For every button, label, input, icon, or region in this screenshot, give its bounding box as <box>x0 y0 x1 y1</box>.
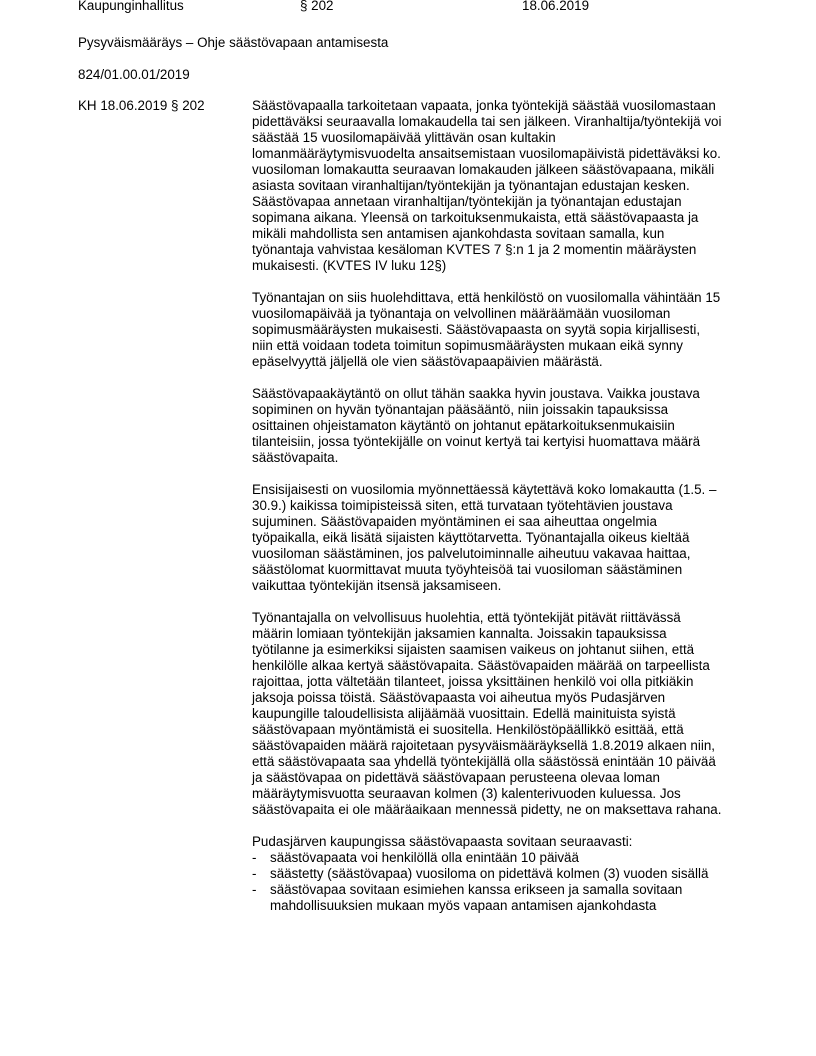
list-intro: Pudasjärven kaupungissa säästövapaasta sovitaan seuraavasti: <box>252 834 633 849</box>
list-item-text: säästövapaata voi henkilöllä olla enintään 10 päivää <box>270 850 579 865</box>
paragraph: Työnantajan on siis huolehdittava, että henkilöstö on vuosilomalla vähintään 15 vuosilomapäivää ja työnantaja on velvollinen määräämään vuosiloman sopimusmääräysten mukaisesti. Säästövapaasta on syytä sopia kirjallisesti, niin että voidaan todeta toimitun sopimusmääräysten mukaan eikä synny epäselvyyttä jäljellä ole vien säästövapaapäivien määrästä. <box>252 290 721 369</box>
list-item <box>252 850 722 866</box>
diary-number: 824/01.00.01/2019 <box>78 67 190 82</box>
list-bullet: - <box>252 866 257 881</box>
header-section-number: § 202 <box>300 0 334 13</box>
list-bullet: - <box>252 882 257 897</box>
list-bullet: - <box>252 850 257 865</box>
header-date: 18.06.2019 <box>522 0 590 13</box>
list-item <box>252 882 722 914</box>
body-text <box>252 98 722 914</box>
list-item <box>252 866 722 882</box>
paragraph: Ensisijaisesti on vuosilomia myönnettäessä käytettävä koko lomakautta (1.5. – 30.9.) kaikissa toimipisteissä siten, että turvataan työtehtävien joustava sujuminen. Säästövapaiden myöntäminen ei saa aiheuttaa ongelmia työpaikalla, eikä lisätä sijaisten käyttötarvetta. Työnantajalla oikeus kieltää vuosiloman säästäminen, jos palvelutoiminnalle aiheutuu vakavaa haittaa, säästölomat kuormittavat muuta työyhteisöä tai vuosiloman säästäminen vaikuttaa työntekijän itsensä jaksamiseen. <box>252 482 717 593</box>
list-item-text: säästetty (säästövapaa) vuosiloma on pidettävä kolmen (3) vuoden sisällä <box>270 866 709 881</box>
meeting-reference: KH 18.06.2019 § 202 <box>78 98 205 113</box>
paragraph: Työnantajalla on velvollisuus huolehtia, että työntekijät pitävät riittävässä määrin lomiaan työntekijän jaksamien kannalta. Joissakin tapauksissa työtilanne ja esimerkiksi sijaisten saamisen vaikeus on johtanut siihen, että henkilölle alkaa kertyä säästövapaita. Säästövapaiden määrää on tarpeellista rajoittaa, jotta vältetään tilanteet, joissa yksittäinen henkilö voi olla pitkiäkin jaksoja poissa töistä. Säästövapaasta voi aiheutua myös Pudasjärven kaupungille taloudellisista alijäämää vuosittain. Edellä mainituista syistä säästövapaan myöntämistä ei suositella. Henkilöstöpäällikkö esittää, että säästövapaiden määrä rajoitetaan pysyväismääräyksellä 1.8.2019 alkaen niin, että säästövapaata saa yhdellä työntekijällä olla säästössä enintään 10 päivää ja säästövapaa on pidettävä säästövapaan perusteena olevaa loman määräytymisvuotta seuraavan kolmen (3) kalenterivuoden kuluessa. Jos säästövapaita ei ole määräaikaan mennessä pidetty, ne on maksettava rahana. <box>252 610 722 817</box>
header-organization: Kaupunginhallitus <box>78 0 184 13</box>
document-title: Pysyväismääräys – Ohje säästövapaan antamisesta <box>78 35 389 50</box>
paragraph: Säästövapaakäytäntö on ollut tähän saakka hyvin joustava. Vaikka joustava sopiminen on hyvän työnantajan pääsääntö, niin joissakin tapauksissa osittainen ohjeistamaton käytäntö on johtanut epätarkoituksenmukaisiin tilanteisiin, jossa työntekijälle on voinut kertyä tai kertyisi huomattava määrä säästövapaita. <box>252 386 701 465</box>
list-item-text: säästövapaa sovitaan esimiehen kanssa erikseen ja samalla sovitaan mahdollisuuksien mukaan myös vapaan antamisen ajankohdasta <box>270 882 683 913</box>
paragraph: Säästövapaalla tarkoitetaan vapaata, jonka työntekijä säästää vuosilomastaan pidettäväksi seuraavalla lomakaudella tai sen jälkeen. Viranhaltija/työntekijä voi säästää 15 vuosilomapäivää ylittävän osan kultakin lomanmääräytymisvuodelta ansaitsemistaan vuosilomapäivistä pidettäväksi ko. vuosiloman lomakautta seuraavan lomakauden jälkeen säästövapaana, mikäli asiasta sovitaan viranhaltijan/työntekijän ja työnantajan edustajan kesken. Säästövapaa annetaan viranhaltijan/työntekijän ja työnantajan edustajan sopimana aikana. Yleensä on tarkoituksenmukaista, että säästövapaasta ja mikäli mahdollista sen antamisen ajankohdasta sovitaan samalla, kun työnantaja vahvistaa kesäloman KVTES 7 §:n 1 ja 2 momentin määräysten mukaisesti. (KVTES IV luku 12§) <box>252 98 722 273</box>
rules-list <box>252 850 722 914</box>
